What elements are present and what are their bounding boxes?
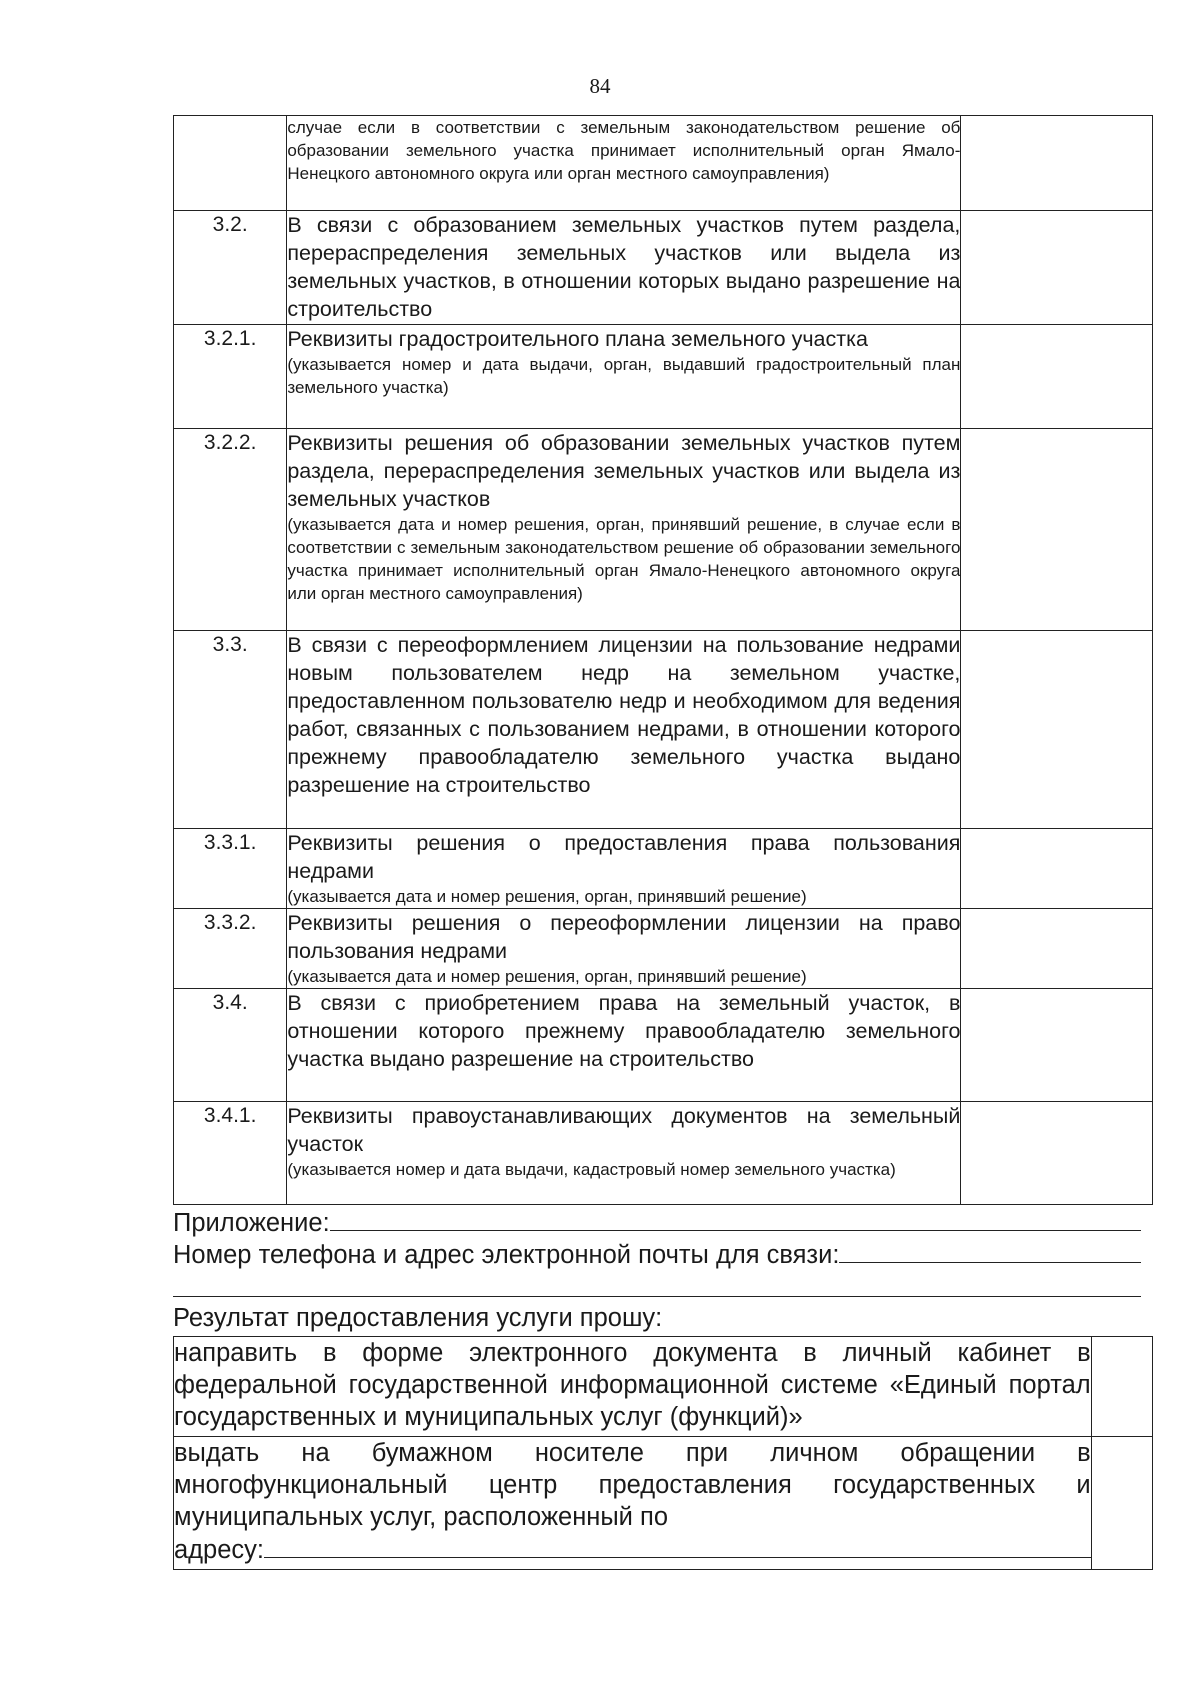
table-row bbox=[174, 325, 1153, 429]
row-note: (указывается дата и номер решения, орган, принявший решение, в случае если в соответствии с земельным законодательством решение об образовании земельного участка принимает исполнительный орган Ямало-Ненецкого автономного округа или орган местного самоуправления) bbox=[287, 515, 961, 603]
result-label: Результат предоставления услуги прошу: bbox=[173, 1304, 663, 1332]
attachment-field[interactable] bbox=[330, 1206, 1141, 1231]
row-description bbox=[287, 829, 961, 909]
row-main-text: В связи с приобретением права на земельный участок, в отношении которого прежнему правообладателю земельного участка выдано разрешение на строительство bbox=[287, 991, 961, 1071]
row-value-cell[interactable] bbox=[961, 116, 1153, 211]
row-number: 3.3.2. bbox=[174, 909, 287, 989]
row-number bbox=[174, 116, 287, 211]
row-note: (указывается номер и дата выдачи, кадастровый номер земельного участка) bbox=[287, 1160, 896, 1179]
row-main-text: Реквизиты градостроительного плана земельного участка bbox=[287, 327, 868, 351]
row-value-cell[interactable] bbox=[961, 909, 1153, 989]
row-value-cell[interactable] bbox=[961, 989, 1153, 1102]
table-row bbox=[174, 1102, 1153, 1205]
result-option-checkbox[interactable] bbox=[1091, 1437, 1152, 1570]
table-row bbox=[174, 429, 1153, 631]
row-description bbox=[287, 211, 961, 325]
row-description bbox=[287, 325, 961, 429]
row-value-cell[interactable] bbox=[961, 1102, 1153, 1205]
row-main-text: Реквизиты решения о переоформлении лицензии на право пользования недрами bbox=[287, 911, 961, 963]
result-option-row bbox=[174, 1337, 1153, 1437]
result-option-checkbox[interactable] bbox=[1091, 1337, 1152, 1437]
contact-label: Номер телефона и адрес электронной почты для связи: bbox=[173, 1241, 840, 1269]
contact-field[interactable] bbox=[839, 1238, 1141, 1263]
row-main-text: Реквизиты решения о предоставления права пользования недрами bbox=[287, 831, 961, 883]
table-row bbox=[174, 631, 1153, 829]
row-main-text: В связи с переоформлением лицензии на пользование недрами новым пользователем недр на земельном участке, предоставленном пользователю недр и необходимом для ведения работ, связанных с пользованием недрами, в отношении которого прежнему правообладателю земельного участка выдано разрешение на строительство bbox=[287, 633, 961, 797]
result-option-text: направить в форме электронного документа в личный кабинет в федеральной государственной информационной системе «Единый портал государственных и муниципальных услуг (функций)» bbox=[174, 1337, 1092, 1437]
row-number: 3.2. bbox=[174, 211, 287, 325]
result-option-description bbox=[174, 1437, 1092, 1570]
row-description bbox=[287, 989, 961, 1102]
row-description bbox=[287, 631, 961, 829]
result-option-text: выдать на бумажном носителе при личном обращении в многофункциональный центр предоставления государственных и муниципальных услуг, расположенный по bbox=[174, 1439, 1091, 1531]
application-form-table bbox=[173, 115, 1153, 1205]
contact-continuation-field[interactable] bbox=[173, 1296, 1141, 1297]
row-main-text: Реквизиты правоустанавливающих документов на земельный участок bbox=[287, 1104, 961, 1156]
row-value-cell[interactable] bbox=[961, 631, 1153, 829]
attachment-line bbox=[173, 1206, 1141, 1239]
row-note: (указывается дата и номер решения, орган, принявший решение) bbox=[287, 967, 807, 986]
table-row bbox=[174, 909, 1153, 989]
row-note: (указывается номер и дата выдачи, орган, выдавший градостроительный план земельного участка) bbox=[287, 355, 961, 397]
result-options-table bbox=[173, 1336, 1153, 1570]
row-description bbox=[287, 909, 961, 989]
row-main-text: Реквизиты решения об образовании земельных участков путем раздела, перераспределения земельных участков или выдела из земельных участков bbox=[287, 431, 961, 511]
page-number: 84 bbox=[589, 74, 611, 98]
table-row bbox=[174, 989, 1153, 1102]
row-description bbox=[287, 116, 961, 211]
row-number: 3.3. bbox=[174, 631, 287, 829]
row-number: 3.3.1. bbox=[174, 829, 287, 909]
table-row bbox=[174, 116, 1153, 211]
table-row bbox=[174, 829, 1153, 909]
result-option-row bbox=[174, 1437, 1153, 1570]
row-value-cell[interactable] bbox=[961, 429, 1153, 631]
address-field[interactable] bbox=[264, 1533, 1091, 1558]
row-description bbox=[287, 429, 961, 631]
row-note: (указывается дата и номер решения, орган, принявший решение) bbox=[287, 887, 807, 906]
address-line bbox=[174, 1533, 1091, 1566]
row-value-cell[interactable] bbox=[961, 211, 1153, 325]
row-description bbox=[287, 1102, 961, 1205]
row-note: случае если в соответствии с земельным законодательством решение об образовании земельного участка принимает исполнительный орган Ямало-Ненецкого автономного округа или орган местного самоуправления) bbox=[287, 118, 961, 183]
row-number: 3.2.1. bbox=[174, 325, 287, 429]
attachment-label: Приложение: bbox=[173, 1209, 330, 1237]
row-main-text: В связи с образованием земельных участков путем раздела, перераспределения земельных участков или выдела из земельных участков, в отношении которых выдано разрешение на строительство bbox=[287, 213, 961, 321]
row-number: 3.4. bbox=[174, 989, 287, 1102]
row-number: 3.4.1. bbox=[174, 1102, 287, 1205]
contact-line bbox=[173, 1238, 1141, 1271]
row-number: 3.2.2. bbox=[174, 429, 287, 631]
row-value-cell[interactable] bbox=[961, 325, 1153, 429]
address-label: адресу: bbox=[174, 1536, 265, 1564]
row-value-cell[interactable] bbox=[961, 829, 1153, 909]
table-row bbox=[174, 211, 1153, 325]
